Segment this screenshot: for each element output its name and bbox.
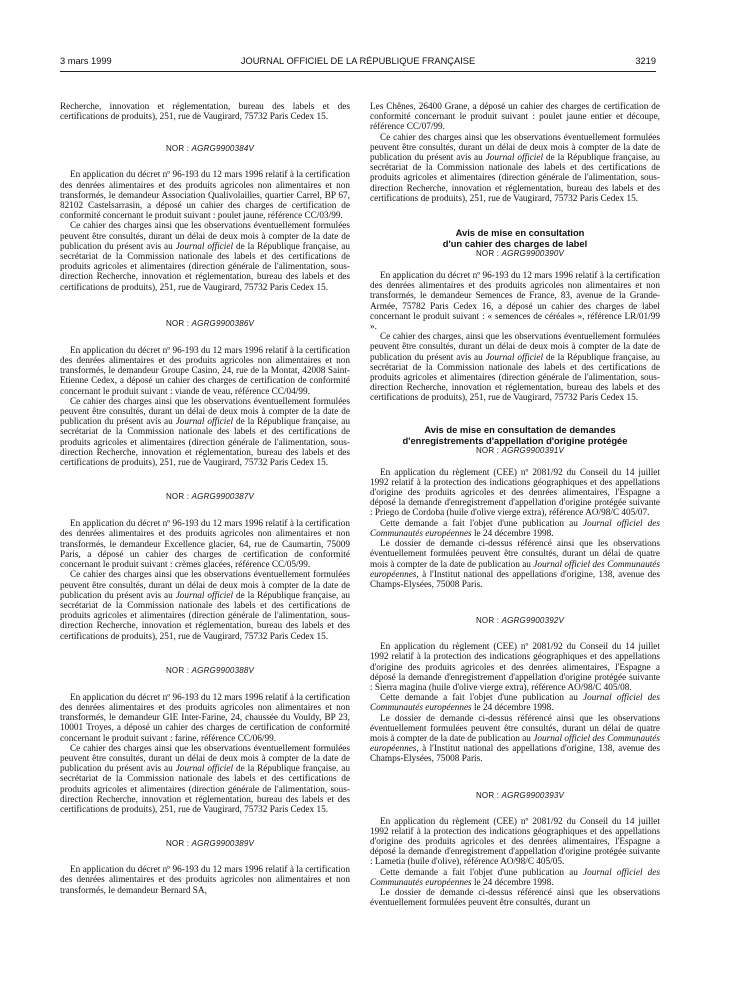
paragraph: Cette demande a fait l'objet d'une publication au Journal officiel des Communautés européennes le 24 décembre 1998. (370, 867, 660, 888)
left-column (60, 102, 350, 896)
paragraph: Ce cahier des charges ainsi que les observations éventuellement formulées peuvent être consultés, durant un délai de deux mois à compter de la date de publication du présent avis au Journal officiel de la République française, au secrétariat de la Commission nationale des labels et des certifications de produits agricoles et alimentaires (direction générale de l'alimentation, sous-direction Recherche, innovation et réglementation, bureau des labels et des certifications de produits), 251, rue de Vaugirard, 75732 Paris Cedex 15. (60, 221, 350, 293)
nor-code: AGRG9900393V (501, 790, 565, 800)
right-column (370, 102, 660, 908)
nor-reference (370, 791, 660, 801)
section-heading: Avis de mise en consultation d'un cahier des charges de label (442, 227, 588, 250)
paragraph: En application du règlement (CEE) nº 2081/92 du Conseil du 14 juillet 1992 relatif à la protection des indications géographiques et des appellations d'origine des produits agricoles et des denrées alimentaires, l'Espagne a déposé la demande d'enregistrement d'appellation d'origine protégée suivante : Sierra magina (huile d'olive vierge extra), référence AO/98/C 405/08. (370, 642, 660, 693)
nor-label: NOR : (475, 249, 500, 259)
paragraph: Ce cahier des charges ainsi que les observations éventuellement formulées peuvent être consultés, durant un délai de deux mois à compter de la date de publication du présent avis au Journal officiel de la République française, au secrétariat de la Commission nationale des labels et des certifications de produits agricoles et alimentaires (direction générale de l'alimentation, sous-direction Recherche, innovation et réglementation, bureau des labels et des certifications de produits), 251, rue de Vaugirard, 75732 Paris Cedex 15. (60, 570, 350, 642)
header-rule (60, 71, 656, 72)
paragraph: Cette demande a fait l'objet d'une publication au Journal officiel des Communautés européennes le 24 décembre 1998. (370, 518, 660, 539)
paragraph: Le dossier de demande ci-dessus référencé ainsi que les observations éventuellement formulées peuvent être consultés, durant un (370, 887, 660, 909)
paragraph: Cette demande a fait l'objet d'une publication au Journal officiel des Communautés européennes le 24 décembre 1998. (370, 693, 660, 714)
nor-label: NOR : (165, 492, 190, 502)
header-date: 3 mars 1999 (60, 56, 112, 66)
nor-label: NOR : (165, 144, 190, 154)
paragraph: Les Chênes, 26400 Grane, a déposé un cahier des charges de certification de conformité concernant le produit suivant : poulet jaune entier et découpe, référence CC/07/99. (370, 102, 660, 133)
paragraph: Le dossier de demande ci-dessus référencé ainsi que les observations éventuellement formulées peuvent être consultés, durant un délai de quatre mois à compter de la date de publication au Journal officiel des Communautés européennes, à l'Institut national des appellations d'origine, 138, avenue des Champs-Elysées, 75008 Paris. (370, 539, 660, 590)
nor-code: AGRG9900391V (501, 445, 565, 455)
paragraph: En application du décret nº 96-193 du 12 mars 1996 relatif à la certification des denrées alimentaires et des produits agricoles non alimentaires et non transformés, le demandeur Groupe Casino, 24, rue de la Montat, 42008 Saint-Etienne Cedex, a déposé un cahier des charges de certification de conformité concernant le produit suivant : viande de veau, référence CC/04/99. (60, 345, 350, 397)
header-page-number: 3219 (635, 56, 656, 66)
paragraph: Recherche, innovation et réglementation, bureau des labels et des certifications de produits), 251, rue de Vaugirard, 75732 Paris Cedex 15. (60, 102, 350, 123)
nor-code: AGRG9900386V (191, 318, 255, 328)
nor-code: AGRG9900388V (191, 665, 255, 675)
nor-code: AGRG9900389V (191, 839, 255, 849)
paragraph: Ce cahier des charges ainsi que les observations éventuellement formulées peuvent être consultés, durant un délai de deux mois à compter de la date de publication du présent avis au Journal officiel de la République française, au secrétariat de la Commission nationale des labels et des certifications de produits agricoles et alimentaires (direction générale de l'alimentation, sous-direction Recherche, innovation et réglementation, bureau des labels et des certifications de produits), 251, rue de Vaugirard, 75732 Paris Cedex 15. (370, 132, 660, 204)
paragraph: En application du décret nº 96-193 du 12 mars 1996 relatif à la certification des denrées alimentaires et des produits agricoles non alimentaires et non transformés, le demandeur GIE Inter-Farine, 24, chaussée du Vouldy, BP 23, 10001 Troyes, a déposé un cahier des charges de certification de conformité concernant le produit suivant : farine, référence CC/06/99. (60, 692, 350, 744)
nor-label: NOR : (475, 616, 500, 626)
paragraph: En application du règlement (CEE) nº 2081/92 du Conseil du 14 juillet 1992 relatif à la protection des indications géographiques et des appellations d'origine des produits agricoles et des denrées alimentaires, l'Espagne a déposé la demande d'enregistrement d'appellation d'origine protégée suivante : Priego de Cordoba (huile d'olive vierge extra), référence AO/98/C 405/07. (370, 467, 660, 519)
nor-label: NOR : (475, 790, 500, 800)
nor-label: NOR : (165, 318, 190, 328)
nor-label: NOR : (165, 839, 190, 849)
paragraph: En application du règlement (CEE) nº 2081/92 du Conseil du 14 juillet 1992 relatif à la protection des indications géographiques et des appellations d'origine des produits agricoles et des denrées alimentaires, l'Espagne a déposé la demande d'enregistrement d'appellation d'origine protégée suivante : Lametia (huile d'olive), référence AO/98/C 405/05. (370, 816, 660, 868)
paragraph: Ce cahier des charges, ainsi que les observations éventuellement formulées peuvent être consultés, durant un délai de deux mois à compter de la date de publication du présent avis au Journal officiel de la République française, au secrétariat de la Commission nationale des labels et des certifications de produits agricoles et alimentaires (direction générale de l'alimentation, sous-direction Recherche, innovation et réglementation, bureau des labels et des certifications de produits), 251, rue de Vaugirard, 75732 Paris Cedex 15. (370, 332, 660, 404)
header-journal-title: JOURNAL OFFICIEL DE LA RÉPUBLIQUE FRANÇAISE (240, 56, 476, 66)
page-header (60, 56, 656, 70)
section-heading: Avis de mise en consultation de demandes d'enregistrements d'appellation d'origine protégée (402, 423, 628, 446)
nor-code: AGRG9900392V (501, 616, 565, 626)
nor-reference (60, 666, 350, 676)
paragraph: En application du décret nº 96-193 du 12 mars 1996 relatif à la certification des denrées alimentaires et des produits agricoles non alimentaires et non transformés, le demandeur Excellence glacier, 64, rue de Caumartin, 75009 Paris, a déposé un cahier des charges de certification de conformité concernant le produit suivant : crèmes glacées, référence CC/05/99. (60, 519, 350, 571)
nor-reference (370, 616, 660, 626)
paragraph: Ce cahier des charges ainsi que les observations éventuellement formulées peuvent être consultés, durant un délai de deux mois à compter de la date de publication du présent avis au Journal officiel de la République française, au secrétariat de la Commission nationale des labels et des certifications de produits agricoles et alimentaires (direction générale de l'alimentation, sous-direction Recherche, innovation et réglementation, bureau des labels et des certifications de produits), 251, rue de Vaugirard, 75732 Paris Cedex 15. (60, 396, 350, 469)
nor-code: AGRG9900390V (501, 249, 565, 259)
paragraph: En application du décret nº 96-193 du 12 mars 1996 relatif à la certification des denrées alimentaires et des produits agricoles non alimentaires et non transformés, le demandeur Association Qualivolailles, quartier Carrel, BP 67, 82102 Castelsarrasin, a déposé un cahier des charges de certification de conformité concernant le produit suivant : poulet jaune, référence CC/03/99. (60, 170, 350, 222)
nor-reference (370, 446, 660, 456)
nor-code: AGRG9900387V (191, 492, 255, 502)
nor-reference (60, 492, 350, 502)
nor-label: NOR : (475, 445, 500, 455)
paragraph: Le dossier de demande ci-dessus référencé ainsi que les observations éventuellement formulées peuvent être consultés, durant un délai de quatre mois à compter de la date de publication au Journal officiel des Communautés européennes, à l'Institut national des appellations d'origine, 138, avenue des Champs-Elysées, 75008 Paris. (370, 713, 660, 765)
nor-code: AGRG9900384V (191, 144, 255, 154)
paragraph: En application du décret nº 96-193 du 12 mars 1996 relatif à la certification des denrées alimentaires et des produits agricoles non alimentaires et non transformés, le demandeur Bernard SA, (60, 865, 350, 896)
nor-reference (60, 319, 350, 329)
nor-label: NOR : (165, 665, 190, 675)
paragraph: Ce cahier des charges ainsi que les observations éventuellement formulées peuvent être consultés, durant un délai de deux mois à compter de la date de publication du présent avis au Journal officiel de la République française, au secrétariat de la Commission nationale des labels et des certifications de produits agricoles et alimentaires (direction générale de l'alimentation, sous-direction Recherche, innovation et réglementation, bureau des labels et des certifications de produits), 251, rue de Vaugirard, 75732 Paris Cedex 15. (60, 743, 350, 815)
nor-reference (370, 249, 660, 259)
nor-reference (60, 144, 350, 154)
paragraph: En application du décret nº 96-193 du 12 mars 1996 relatif à la certification des denrées alimentaires et des produits agricoles non alimentaires et non transformés, le demandeur Semences de France, 83, avenue de la Grande-Armée, 75782 Paris Cedex 16, a déposé un cahier des charges de label concernant le produit suivant : « semences de céréales », référence LR/01/99 ». (370, 271, 660, 333)
nor-reference (60, 839, 350, 849)
